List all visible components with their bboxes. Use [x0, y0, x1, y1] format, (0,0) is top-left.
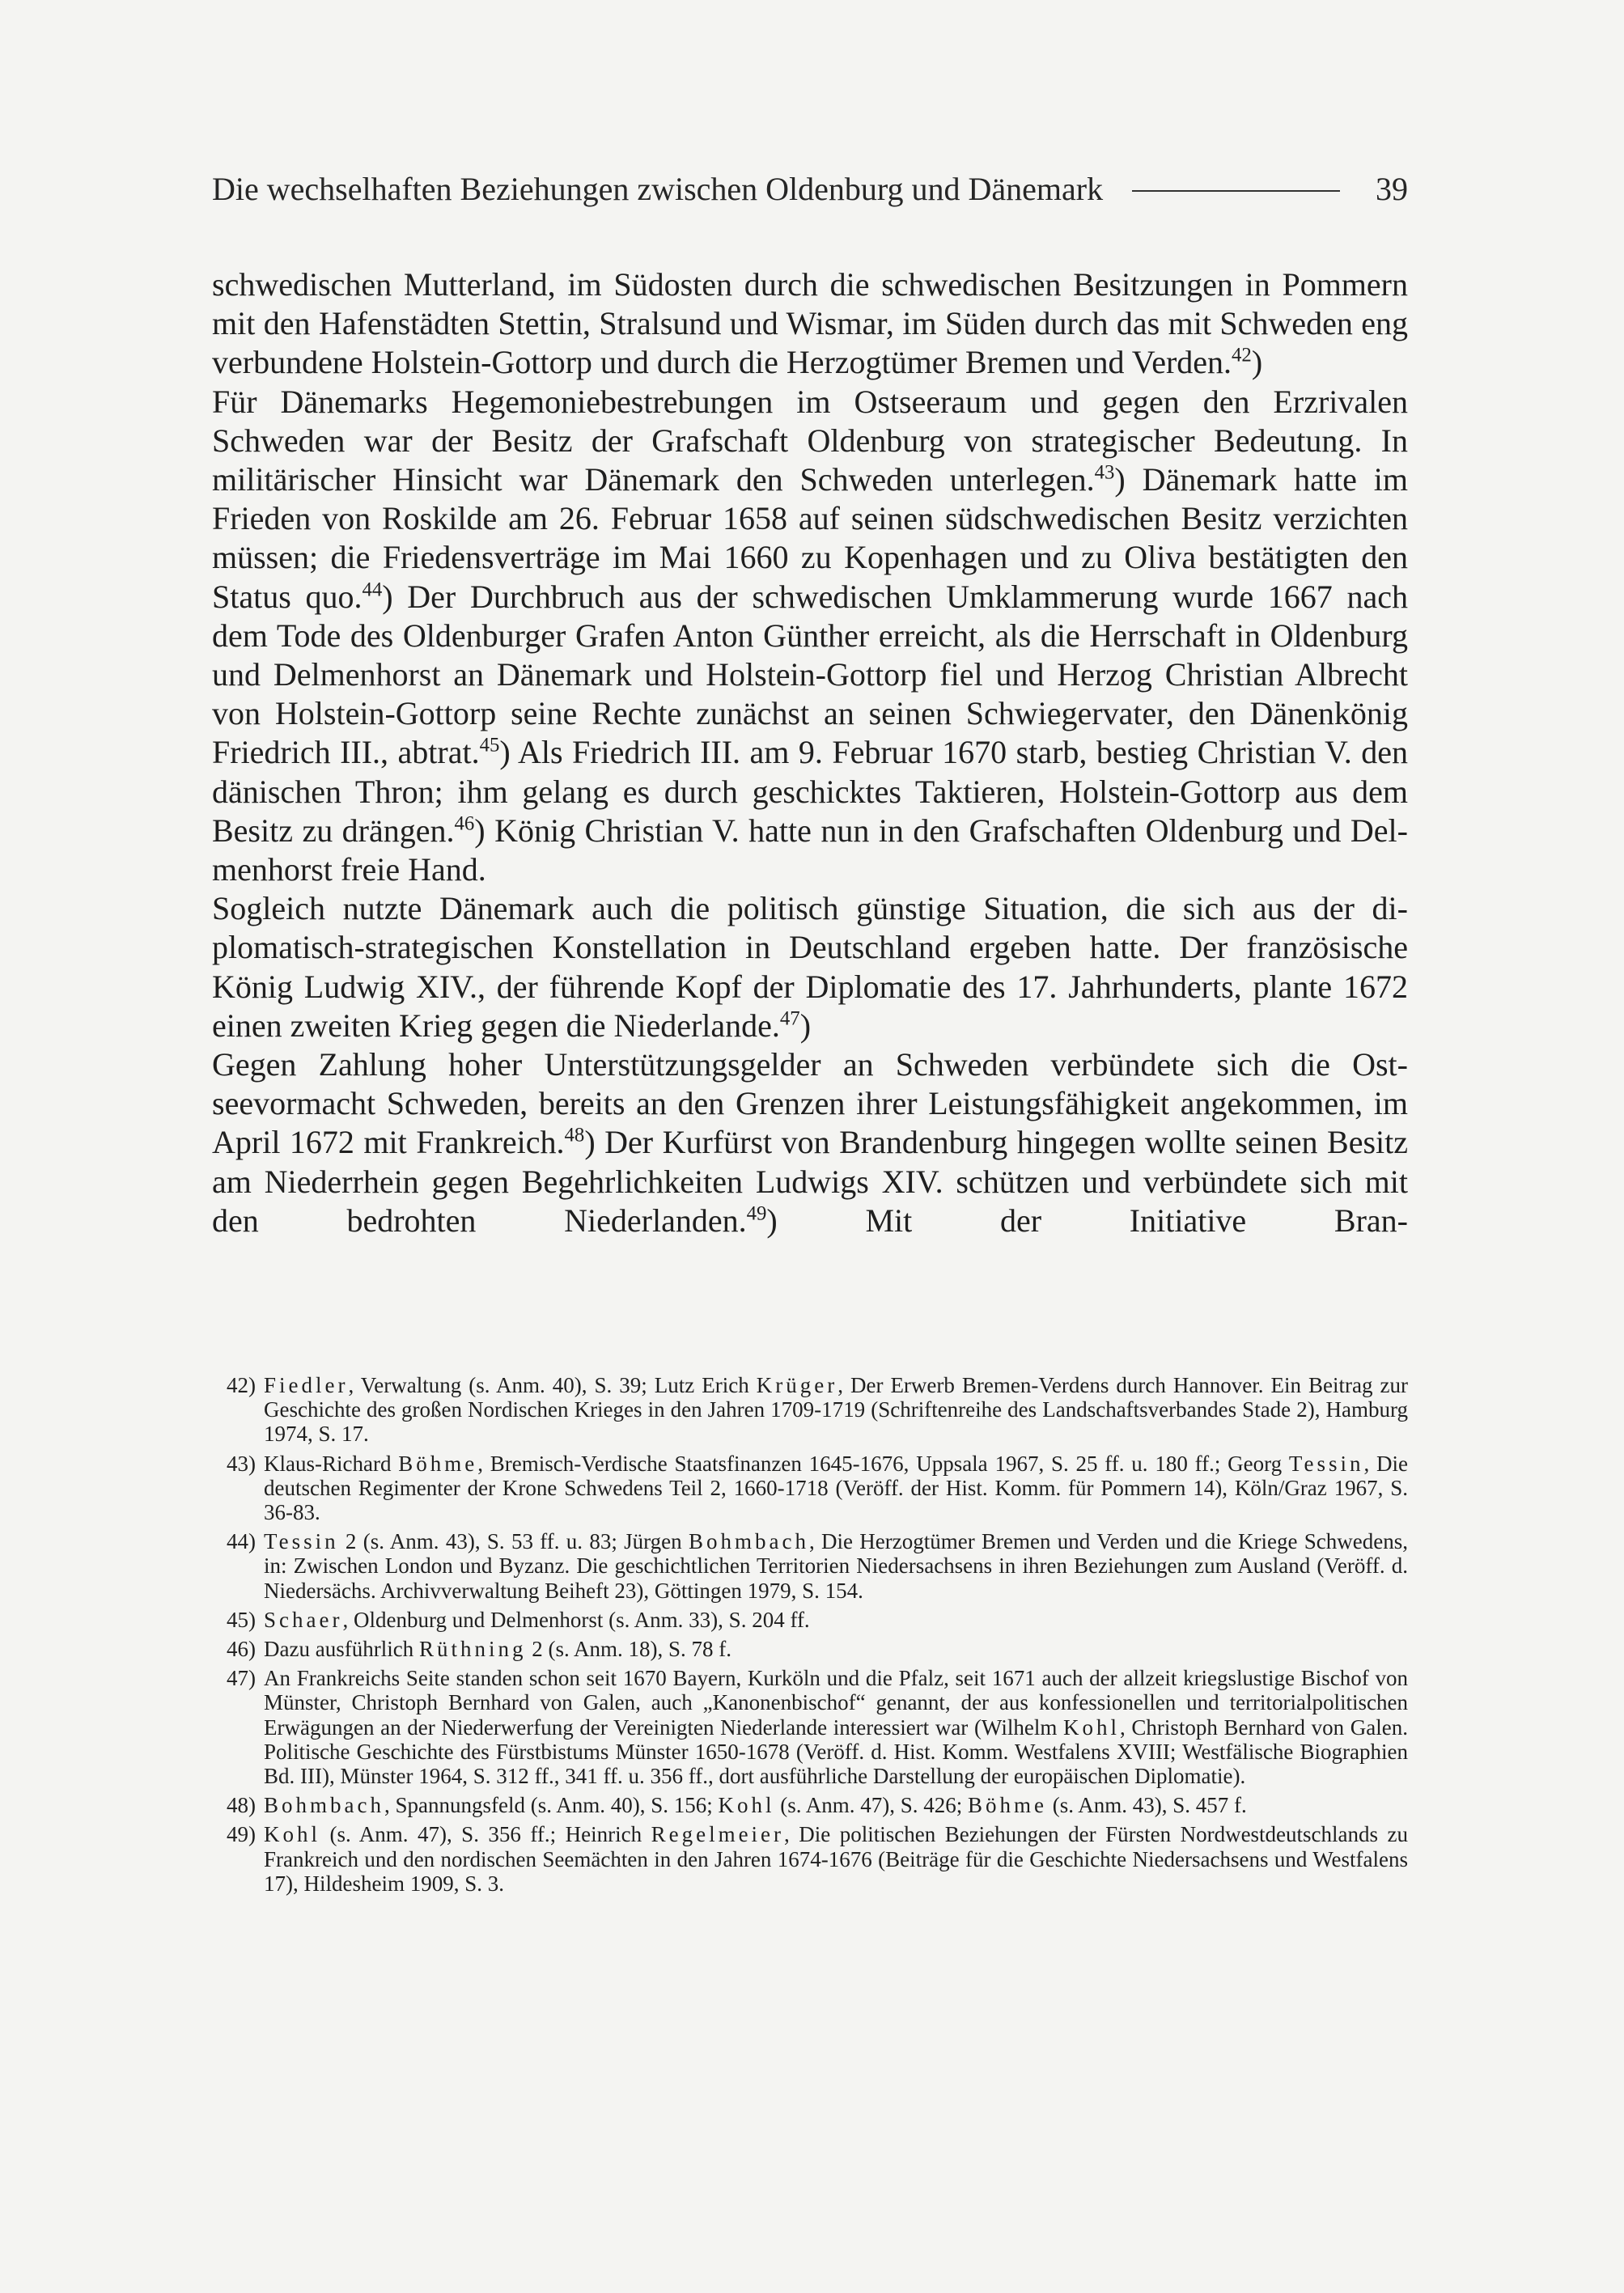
footnotes: [212, 1373, 1408, 1901]
footnote: [212, 1608, 1408, 1632]
body-text-run: schwedischen Mutterland, im Südosten durch die schwedischen Besitzungen in Pommern mit den Hafenstädten Stettin, Stralsund und Wismar, im Süden durch das mit Schweden eng verbundene Holstein-Gottorp und durch die Herzogtümer Bremen und Verden.: [212, 266, 1408, 381]
body-text-run: ) Der Durchbruch aus der schwedischen Umklammerung wurde 1667 nach dem Tode des Oldenburger Grafen Anton Günther erreicht, als die Herrschaft in Oldenburg und Delmenhorst an Dänemark und Holstein-Gottorp fiel und Herzog Christian Albrecht von Holstein-Gottorp seine Rechte zunächst an seinen Schwiegervater, den Dänenkönig Friedrich III., abtrat.: [212, 578, 1408, 771]
footnote-number: 47): [227, 1666, 256, 1691]
footnote-reference: 45: [479, 735, 500, 757]
footnote-text-run: Klaus-Richard: [264, 1451, 399, 1476]
body-paragraph: [212, 1045, 1408, 1240]
footnote-reference: 49: [746, 1202, 767, 1225]
footnote-text-run: , Spannungsfeld (s. Anm. 40), S. 156;: [384, 1793, 719, 1818]
footnote-number: 46): [227, 1637, 256, 1662]
body-text-run: ): [799, 1007, 812, 1044]
footnote-number: 48): [227, 1793, 256, 1818]
body-paragraph: [212, 383, 1408, 890]
author-name: Fiedler: [264, 1373, 349, 1397]
author-name: Schaer: [264, 1607, 343, 1632]
author-name: Bohmbach: [264, 1793, 384, 1818]
footnote-text: [264, 1666, 1408, 1788]
author-name: Kohl: [718, 1793, 775, 1818]
page-number: 39: [1376, 171, 1408, 207]
footnote: [212, 1637, 1408, 1661]
footnote-text-run: , Die politischen Beziehungen der Fürsten Nordwestdeutschlands zu Frankreich und den nordischen Seemächten in den Jahren 1674-1676 (Beiträge für die Geschichte Niedersachsens und Westfalens 17), Hildesheim 1909, S. 3.: [264, 1822, 1408, 1896]
body-text-run: ) Mit der Initiative Bran-: [766, 1202, 1408, 1239]
footnote-text-run: , Christoph Bernhard von Galen. Politische Geschichte des Fürstbistums Münster 1650-1678 (Veröff. d. Hist. Komm. Westfalens XVIII; Westfälische Biographien Bd. III), Münster 1964, S. 312 ff., 341 ff. u. 356 ff., dort ausführliche Darstellung der europäischen Diplomatie).: [264, 1714, 1409, 1789]
body-paragraph: [212, 889, 1408, 1045]
footnote-text: [264, 1529, 1408, 1603]
body-text-run: ) Der Kurfürst von Brandenburg hingegen wollte seinen Besitz am Niederrhein gegen Begehrlichkeiten Ludwigs XIV. schützen und verbündete sich mit den bedrohten Niederlanden.: [212, 1124, 1408, 1239]
footnote: [212, 1529, 1408, 1603]
header-rule: [1132, 190, 1340, 192]
body-text-run: ) König Christian V. hatte nun in den Grafschaften Oldenburg und Delmenhorst freie Hand.: [212, 812, 1408, 888]
footnote-text-run: , Verwaltung (s. Anm. 40), S. 39; Lutz Erich: [348, 1373, 757, 1397]
author-name: Bohmbach: [688, 1529, 809, 1554]
author-name: Kohl: [264, 1822, 320, 1847]
footnote-text-run: Dazu ausführlich: [264, 1637, 419, 1662]
footnote-text-run: (s. Anm. 43), S. 457 f.: [1047, 1793, 1247, 1818]
author-name: Rüthning: [418, 1637, 527, 1662]
body-text-run: Sogleich nutzte Dänemark auch die politisch günstige Situation, die sich aus der diplomatisch-strategischen Konstellation in Deutschland ergeben hatte. Der französische König Ludwig XIV., der führende Kopf der Diplomatie des 17. Jahrhunderts, plante 1672 einen zweiten Krieg gegen die Niederlande.: [212, 890, 1408, 1044]
footnote-reference: 43: [1094, 461, 1115, 484]
running-header: [212, 170, 1408, 209]
author-name: Regelmeier: [651, 1822, 785, 1847]
footnote-number: 49): [227, 1822, 256, 1847]
footnote: [212, 1666, 1408, 1788]
footnote-number: 42): [227, 1373, 256, 1397]
footnote-text: [264, 1452, 1408, 1525]
footnote-number: 45): [227, 1607, 256, 1632]
body-text-run: ) Als Friedrich III. am 9. Februar 1670 starb, bestieg Christian V. den dänischen Thron; ihm gelang es durch geschicktes Taktieren, Holstein-Gottorp aus dem Besitz zu drängen.: [212, 734, 1408, 849]
footnote: [212, 1822, 1408, 1896]
footnote-text-run: , Die Herzogtümer Bremen und Verden und die Kriege Schwedens, in: Zwischen London und Byzanz. Die geschichtlichen Territorien Niedersachsens in ihren Beziehungen zum Ausland (Veröff. d. Niedersächs. Archivverwaltung Beiheft 23), Göttingen 1979, S. 154.: [264, 1529, 1408, 1603]
author-name: Kohl: [1062, 1714, 1120, 1740]
footnote-text: [264, 1793, 1408, 1817]
author-name: Krüger: [756, 1373, 838, 1397]
body-text-run: Gegen Zahlung hoher Unterstützungsgelder an Schweden verbündete sich die Ostseevormacht Schweden, bereits an den Grenzen ihrer Leistungsfähigkeit angekommen, im April 1672 mit Frankreich.: [212, 1046, 1408, 1161]
footnote-reference: 47: [779, 1007, 800, 1030]
author-name: Böhme: [968, 1793, 1048, 1818]
footnote-text-run: , Der Erwerb Bremen-Verdens durch Hannover. Ein Beitrag zur Geschichte des großen Nordischen Krieges in den Jahren 1709-1719 (Schriftenreihe des Landschaftsverbandes Stade 2), Hamburg 1974, S. 17.: [264, 1373, 1408, 1447]
footnote-text-run: 2 (s. Anm. 43), S. 53 ff. u. 83; Jürgen: [338, 1529, 689, 1554]
footnote-reference: 42: [1232, 345, 1252, 367]
body-text-run: ) Dänemark hatte im Frieden von Roskilde am 26. Februar 1658 auf seinen südschwedischen Besitz verzichten müssen; die Friedensverträge im Mai 1660 zu Kopenhagen und zu Oliva bestätigten den Status quo.: [212, 461, 1408, 615]
running-header-title: Die wechselhaften Beziehungen zwischen Oldenburg und Dänemark: [212, 171, 1104, 207]
body-text-run: ): [1251, 344, 1263, 381]
author-name: Tessin: [264, 1529, 339, 1554]
body-text-run: Für Dänemarks Hegemoniebestrebungen im Ostseeraum und gegen den Erzrivalen Schweden war der Besitz der Grafschaft Oldenburg von strategischer Bedeutung. In militärischer Hinsicht war Dänemark den Schweden unterlegen.: [212, 383, 1408, 498]
footnote-text: [264, 1373, 1408, 1447]
footnote-text-run: , Bremisch-Verdische Staatsfinanzen 1645-1676, Uppsala 1967, S. 25 ff. u. 180 ff.; Georg: [477, 1451, 1289, 1476]
footnote-text-run: An Frankreichs Seite standen schon seit 1670 Bayern, Kurköln und die Pfalz, seit 1671 auch der allzeit kriegslustige Bischof von Münster, Christoph Bernhard von Galen, auch „Kanonenbischof“ genannt, der aus konfessionellen und territorialpolitischen Erwägungen an der Niederwerfung der Vereinigten Niederlande interessiert war (Wilhelm: [264, 1666, 1408, 1740]
footnote: [212, 1793, 1408, 1817]
footnote-text-run: , Die deutschen Regimenter der Krone Schwedens Teil 2, 1660-1718 (Veröff. der Hist. Komm. für Pommern 14), Köln/Graz 1967, S. 36-83.: [264, 1451, 1409, 1525]
footnote-text-run: (s. Anm. 47), S. 426;: [774, 1793, 969, 1818]
footnote-text-run: , Oldenburg und Delmenhorst (s. Anm. 33), S. 204 ff.: [342, 1607, 810, 1632]
footnote-number: 44): [227, 1529, 256, 1554]
footnote-text: [264, 1822, 1408, 1896]
author-name: Böhme: [398, 1451, 478, 1476]
footnote-reference: 44: [362, 579, 383, 601]
author-name: Tessin: [1288, 1451, 1364, 1476]
footnote-reference: 48: [564, 1125, 585, 1147]
footnote: [212, 1373, 1408, 1447]
footnote-text-run: (s. Anm. 47), S. 356 ff.; Heinrich: [320, 1822, 651, 1847]
footnote: [212, 1452, 1408, 1525]
footnote-number: 43): [227, 1451, 256, 1476]
main-text: [212, 265, 1408, 1240]
footnote-text-run: 2 (s. Anm. 18), S. 78 f.: [526, 1637, 731, 1662]
footnote-text: [264, 1608, 1408, 1632]
footnote-text: [264, 1637, 1408, 1661]
body-paragraph: [212, 265, 1408, 383]
footnote-reference: 46: [454, 812, 475, 835]
